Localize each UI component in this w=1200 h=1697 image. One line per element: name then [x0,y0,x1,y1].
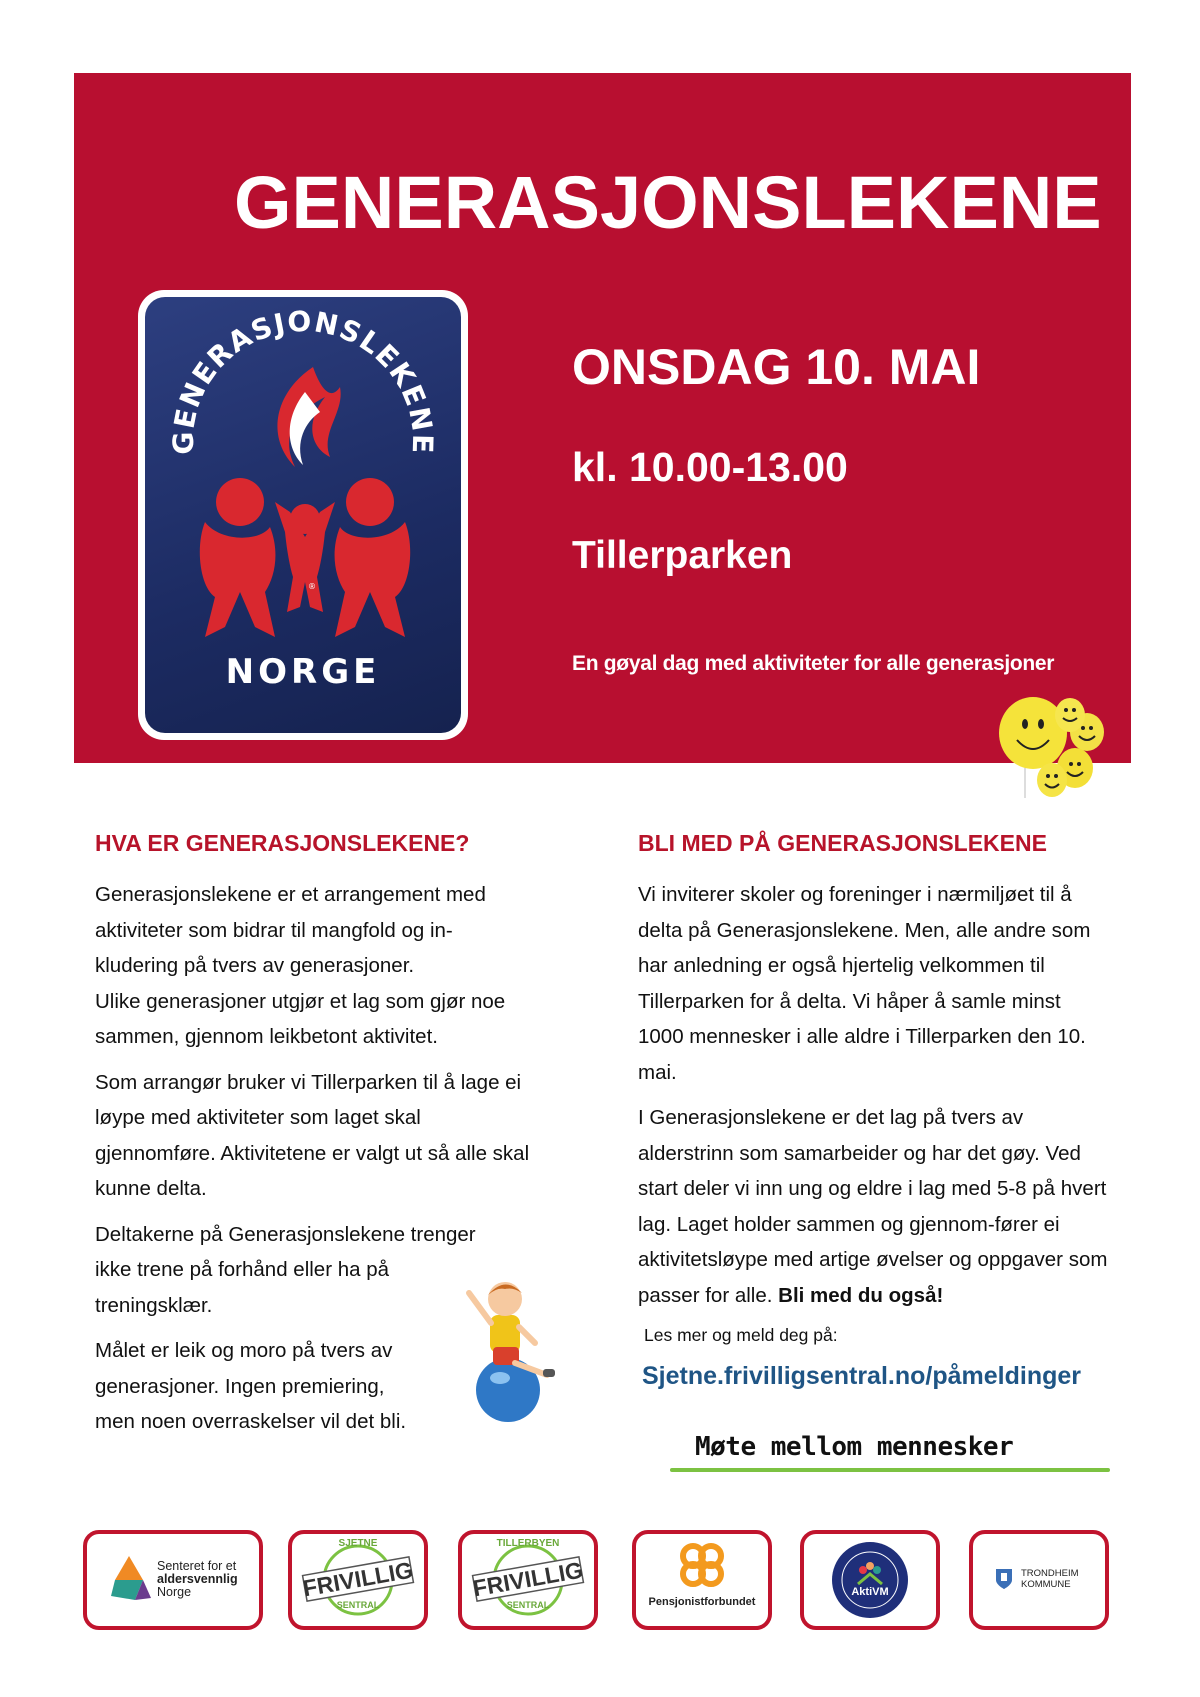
senteret-line: Senteret for et [157,1559,237,1573]
partner-frivillig-tillerbyen[interactable] [458,1530,598,1630]
tillerbyen-main-text: FRIVILLIG [470,1556,585,1602]
event-time: kl. 10.00-13.00 [572,444,848,490]
senteret-logo-icon [109,1554,153,1604]
partner-senteret[interactable] [83,1530,263,1630]
motto: Møte mellom mennesker [695,1432,1014,1462]
senteret-line: aldersvennlig [157,1572,238,1586]
trondheim-coat-of-arms-icon [995,1568,1013,1590]
senteret-line: Norge [157,1585,192,1599]
poster-title: GENERASJONSLEKENE [234,161,1102,244]
join-paragraph [638,1100,1118,1313]
sjetne-sub-text: SENTRAL [336,1600,380,1610]
signup-note: Les mer og meld deg på: [644,1325,838,1345]
sjetne-arc-text: SJETNE [338,1538,378,1549]
senteret-label [157,1560,238,1599]
tillerbyen-sub-text: SENTRAL [506,1600,550,1610]
child-on-ball-icon [455,1265,565,1425]
about-heading: HVA ER GENERASJONSLEKENE? [95,830,470,856]
partner-frivillig-sjetne[interactable] [288,1530,428,1630]
family-figures-icon [200,478,410,637]
partner-pensjonistforbundet[interactable] [632,1530,772,1630]
smiley-balloons-icon [995,690,1115,805]
logo-arc-text: GENERASJONSLEKENE [166,304,440,456]
about-paragraph: Målet er leik og moro på tvers av generasjoner. Ingen premiering, men noen overraskelser vil det bli. [95,1339,407,1433]
logo-badge [145,297,461,733]
join-paragraph-text: I Generasjonslekene er det lag på tvers av alderstrinn som samarbeider og har det gøy. Ved start deler vi inn ung og eldre i lag med 5-8 på hvert lag. Laget holder sammen og gjennom-fører ei aktivitetsløype med artige øvelser og oppgaver som passer for alle. [638,1106,1108,1307]
trondheim-line: TRONDHEIM [1021,1568,1079,1579]
pensjonistforbundet-label: Pensjonistforbundet [648,1596,756,1608]
about-paragraph: Generasjonslekene er et arrangement med aktiviteter som bidrar til mangfold og in-kludering på tvers av generasjoner. [95,883,486,977]
aktivm-main-text: AktiVM [851,1586,889,1598]
sjetne-main-text: FRIVILLIG [300,1556,415,1602]
join-section [638,830,1108,1313]
signup-link[interactable]: Sjetne.frivilligsentral.no/påmeldinger [642,1362,1081,1390]
join-paragraph: Vi inviterer skoler og foreninger i nærmiljøet til å delta på Generasjonslekene. Men, alle andre som har anledning er også hjertelig velkommen til Tillerparken for å delta. Vi håper å samle minst 1000 mennesker i alle aldre i Tillerparken den 10. mai. [638,883,1091,1084]
registered-mark: ® [308,582,316,591]
partner-aktivm[interactable] [800,1530,940,1630]
about-paragraph: Som arrangør bruker vi Tillerparken til å lage ei løype med aktiviteter som laget skal gjennomføre. Aktivitetene er valgt ut så alle skal kunne delta. [95,1070,530,1200]
motto-underline [670,1468,1110,1472]
partner-trondheim-kommune[interactable] [969,1530,1109,1630]
call-to-action: Bli med du også! [778,1283,944,1307]
partner-logos [83,1530,1123,1640]
pensjonistforbundet-logo-icon [677,1540,727,1590]
about-paragraph: Deltakerne på Generasjonslekene trenger ikke trene på forhånd eller ha på treningsklær. [95,1222,476,1317]
aktivm-logo-icon [830,1540,910,1620]
event-tagline: En gøyal dag med aktiviteter for alle generasjoner [572,652,1055,675]
logo-country: NORGE [225,652,381,692]
trondheim-label [1021,1568,1079,1590]
event-date: ONSDAG 10. MAI [572,339,981,395]
event-place: Tillerparken [572,534,793,577]
tillerbyen-arc-text: TILLERBYEN [496,1538,560,1549]
join-heading: BLI MED PÅ GENERASJONSLEKENE [638,830,1047,856]
trondheim-line: KOMMUNE [1021,1579,1071,1590]
about-paragraph: Ulike generasjoner utgjør et lag som gjør noe sammen, gjennom leikbetont aktivitet. [95,989,506,1048]
generasjonslekene-logo [138,290,468,740]
